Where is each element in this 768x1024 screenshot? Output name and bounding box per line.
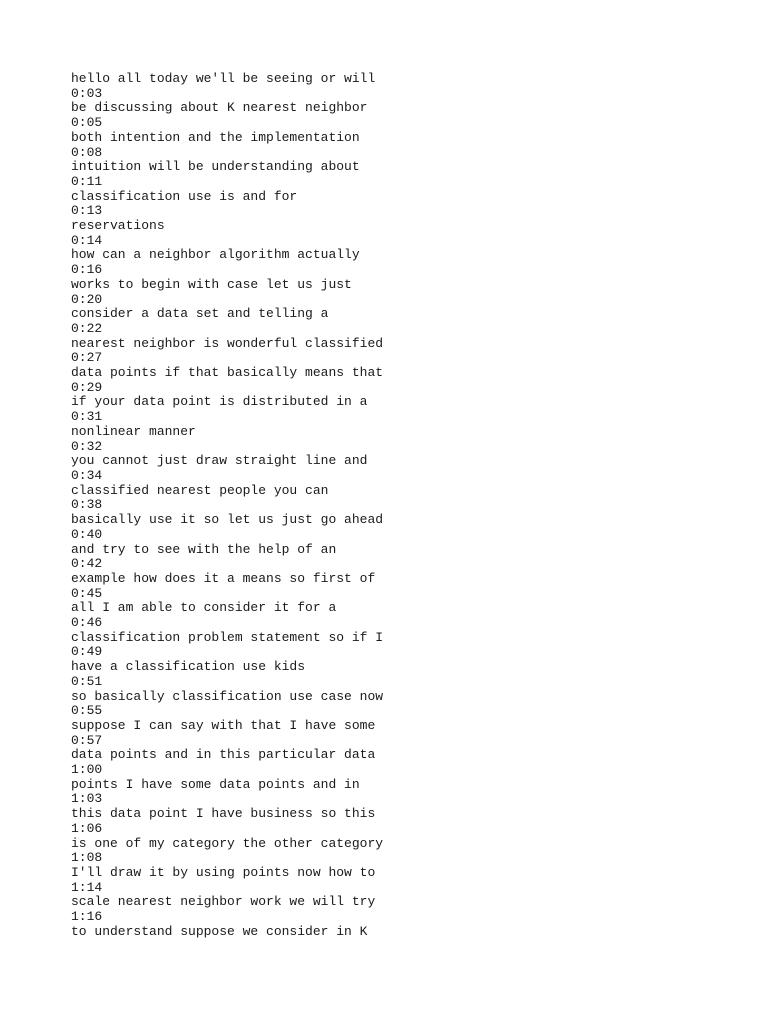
transcript-timestamp: 1:00 [71,762,103,778]
transcript-text: so basically classification use case now [71,688,384,704]
transcript-entry [71,572,751,601]
transcript-text: data points and in this particular data [71,747,376,763]
transcript-entry [71,190,751,219]
transcript-entry [71,748,751,777]
transcript-entry [71,866,751,895]
transcript-text: reservations [71,218,165,234]
transcript-text: nearest neighbor is wonderful classified [71,335,384,351]
transcript-entry [71,513,751,542]
transcript-text: points I have some data points and in [71,776,360,792]
transcript-entry [71,543,751,572]
transcript-timestamp: 0:05 [71,115,103,131]
transcript-entry [71,837,751,866]
transcript-entry [71,72,751,101]
transcript-text: I'll draw it by using points now how to [71,864,376,880]
transcript-text: and try to see with the help of an [71,541,337,557]
transcript-timestamp: 1:08 [71,850,103,866]
transcript-entry [71,337,751,366]
transcript-text: if your data point is distributed in a [71,394,368,410]
transcript-entry [71,366,751,395]
transcript-entry [71,219,751,248]
transcript-text: how can a neighbor algorithm actually [71,247,360,263]
transcript-entry [71,484,751,513]
transcript-timestamp: 1:16 [71,909,103,925]
transcript-timestamp: 1:14 [71,879,103,895]
transcript-entry [71,895,751,924]
transcript-entry [71,719,751,748]
transcript-text: is one of my category the other category [71,835,384,851]
transcript-text: data points if that basically means that [71,365,384,381]
transcript-text: this data point I have business so this [71,806,376,822]
transcript-timestamp: 0:42 [71,556,103,572]
transcript-entry [71,925,751,940]
transcript-entry [71,248,751,277]
transcript-timestamp: 0:31 [71,409,103,425]
transcript-entry [71,395,751,424]
transcript-text: be discussing about K nearest neighbor [71,100,368,116]
transcript-timestamp: 0:08 [71,144,103,160]
transcript-entry [71,160,751,189]
transcript-text: scale nearest neighbor work we will try [71,894,376,910]
transcript-timestamp: 0:40 [71,526,103,542]
transcript-timestamp: 0:32 [71,438,103,454]
transcript-entry [71,660,751,689]
transcript-entry [71,101,751,130]
transcript-text: consider a data set and telling a [71,306,329,322]
transcript-timestamp: 0:45 [71,585,103,601]
transcript-text: you cannot just draw straight line and [71,453,368,469]
transcript-text: classification problem statement so if I [71,629,384,645]
transcript-text: classification use is and for [71,188,298,204]
transcript-timestamp: 0:11 [71,173,103,189]
transcript-entry [71,690,751,719]
transcript-entry [71,425,751,454]
transcript-text: classified nearest people you can [71,482,329,498]
transcript-text: suppose I can say with that I have some [71,717,376,733]
transcript-timestamp: 0:22 [71,320,103,336]
transcript-text: to understand suppose we consider in K [71,923,368,939]
transcript-entry [71,131,751,160]
transcript-timestamp: 0:46 [71,615,103,631]
transcript-text: have a classification use kids [71,659,306,675]
transcript-entry [71,454,751,483]
transcript-timestamp: 0:34 [71,467,103,483]
transcript-timestamp: 0:55 [71,703,103,719]
transcript-timestamp: 0:29 [71,379,103,395]
transcript-text: hello all today we'll be seeing or will [71,71,376,86]
transcript-timestamp: 0:03 [71,85,103,101]
transcript-timestamp: 0:16 [71,262,103,278]
transcript-timestamp: 0:57 [71,732,103,748]
transcript-entry [71,778,751,807]
transcript-text: basically use it so let us just go ahead [71,512,384,528]
transcript-timestamp: 1:03 [71,791,103,807]
transcript-timestamp: 0:14 [71,232,103,248]
transcript-text: both intention and the implementation [71,129,360,145]
transcript-entry [71,601,751,630]
transcript-text: intuition will be understanding about [71,159,360,175]
transcript-timestamp: 0:20 [71,291,103,307]
transcript-entry [71,631,751,660]
transcript-entry [71,307,751,336]
transcript-text: works to begin with case let us just [71,276,352,292]
transcript-text: nonlinear manner [71,423,196,439]
transcript-timestamp: 1:06 [71,820,103,836]
transcript-page [71,72,751,939]
transcript-timestamp: 0:51 [71,673,103,689]
transcript-timestamp: 0:27 [71,350,103,366]
transcript-timestamp: 0:38 [71,497,103,513]
transcript-entry [71,278,751,307]
transcript-timestamp: 0:13 [71,203,103,219]
transcript-entry [71,807,751,836]
transcript-text: example how does it a means so first of [71,570,376,586]
transcript-timestamp: 0:49 [71,644,103,660]
transcript-text: all I am able to consider it for a [71,600,337,616]
